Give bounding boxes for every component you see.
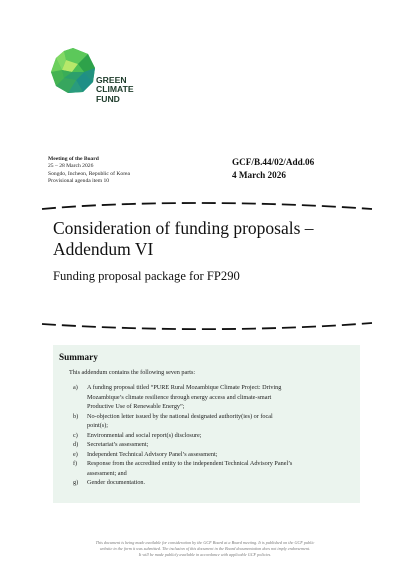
footer-line-2: website in the form it was submitted. The inclusion of this document in the Board documentation does not imply endorsement. (99, 546, 311, 552)
list-item-text: Mozambique’s climate resilience through energy access and climate-smart (87, 393, 272, 401)
logo-wordmark (96, 76, 134, 104)
document-number: GCF/B.44/02/Add.06 (232, 157, 315, 167)
meeting-dates: 25 – 28 March 2026 (48, 163, 94, 170)
logo-line-green: GREEN (96, 75, 127, 85)
logo-line-fund: FUND (96, 93, 120, 104)
bottom-dashed-divider (40, 320, 374, 332)
list-marker: b) (73, 412, 79, 420)
list-item-text: point(s); (87, 422, 108, 429)
page-title (53, 218, 383, 260)
list-item-text: assessment; and (87, 469, 127, 477)
list-marker: e) (73, 450, 78, 458)
list-item (73, 412, 353, 431)
summary-list (73, 383, 353, 488)
list-item-text: A funding proposal titled “PURE Rural Mozambique Climate Project: Driving (87, 384, 282, 391)
summary-box (53, 345, 360, 503)
list-item-text: Secretariat’s assessment; (87, 441, 149, 448)
list-item (73, 450, 353, 460)
list-item (73, 383, 353, 412)
list-marker: c) (73, 431, 78, 439)
list-item-text: No-objection letter issued by the national designated authority(ies) or focal (87, 412, 273, 420)
green-climate-fund-logo-icon (48, 46, 98, 96)
logo-line-climate: CLIMATE (96, 84, 134, 95)
summary-heading: Summary (59, 352, 98, 362)
list-item-text: Productive Use of Renewable Energy”; (87, 403, 185, 410)
summary-intro: This addendum contains the following seven parts: (69, 369, 196, 376)
list-item (73, 440, 353, 450)
agenda-item: Provisional agenda item 10 (48, 178, 110, 185)
title-line-1: Consideration of funding proposals – (53, 218, 314, 238)
title-line-2: Addendum VI (53, 239, 154, 259)
list-item-text: Independent Technical Advisory Panel’s assessment; (87, 450, 218, 458)
list-item-text: Response from the accredited entity to the independent Technical Advisory Panel’s (87, 460, 293, 467)
meeting-info (48, 156, 130, 186)
list-marker: a) (73, 384, 78, 391)
list-marker: d) (73, 441, 79, 448)
list-item (73, 459, 353, 478)
footer-line-3: It will be made publicly available in accordance with applicable GCF policies. (138, 552, 272, 558)
list-item-text: Environmental and social report(s) disclosure; (87, 431, 202, 439)
document-reference (232, 156, 314, 182)
list-item (73, 478, 353, 488)
page-subtitle: Funding proposal package for FP290 (53, 269, 240, 283)
list-marker: f) (73, 460, 78, 467)
meeting-location: Songdo, Incheon, Republic of Korea (48, 170, 131, 177)
list-item-text: Gender documentation. (87, 479, 146, 486)
list-marker: g) (73, 479, 79, 486)
footer-line-1: This document is being made available for consideration by the GCF Board at a Board meeting. It is published on the GCF public (95, 540, 315, 545)
document-date: 4 March 2026 (232, 170, 286, 180)
top-dashed-divider (40, 200, 374, 212)
meeting-label: Meeting of the Board (48, 156, 99, 162)
footer-disclaimer (48, 540, 362, 559)
list-item (73, 431, 353, 441)
